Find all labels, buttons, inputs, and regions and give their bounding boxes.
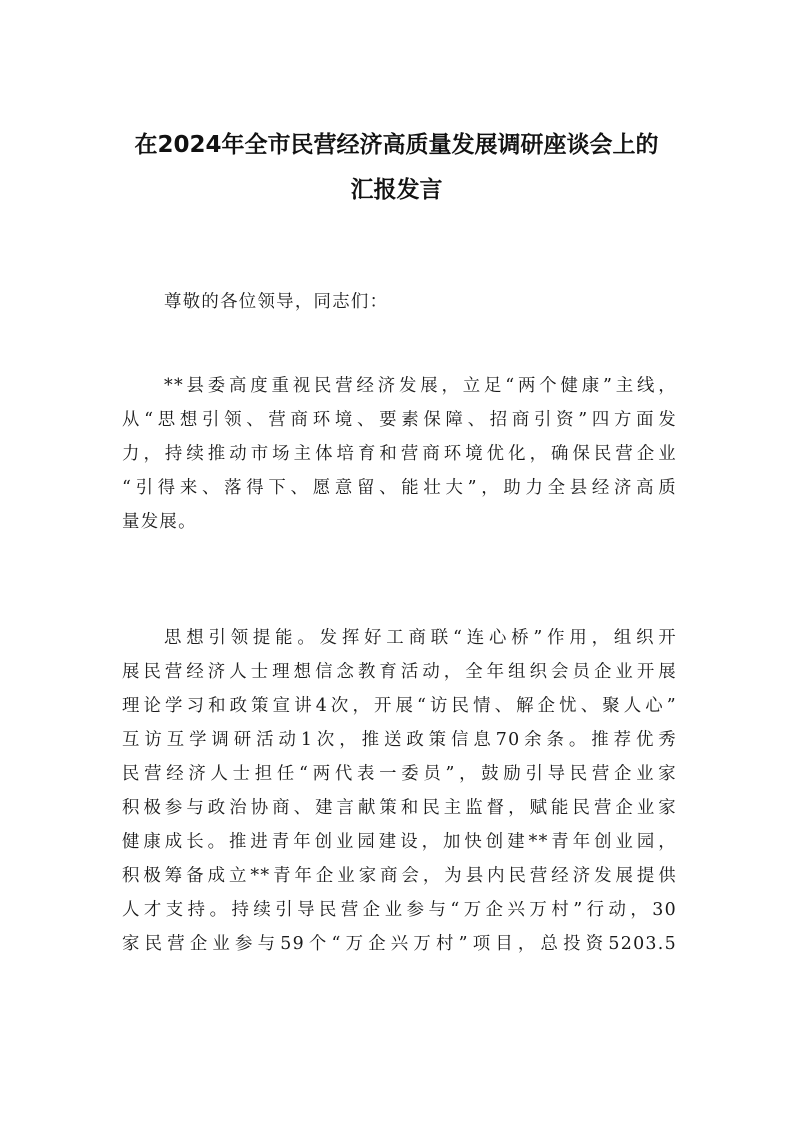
paragraph-line: 积极参与政治协商、建言献策和民主监督，赋能民营企业家 — [122, 798, 677, 818]
paragraph-line: 尊敬的各位领导，同志们： — [164, 292, 389, 312]
salutation-paragraph — [122, 285, 677, 319]
paragraph-line: 力，持续推动市场主体培育和营商环境优化，确保民营企业 — [122, 444, 677, 464]
paragraph-line: 互访互学调研活动1次，推送政策信息70余条。推荐优秀 — [122, 730, 677, 750]
document-title-line-2: 汇报发言 — [350, 177, 443, 203]
paragraph-line: 家民营企业参与59个“万企兴万村”项目，总投资5203.5 — [122, 934, 677, 954]
paragraph-line: 思想引领提能。发挥好工商联“连心桥”作用，组织开 — [164, 628, 677, 648]
paragraph-line: **县委高度重视民营经济发展，立足“两个健康”主线， — [164, 376, 677, 396]
paragraph-line: 民营经济人士担任“两代表一委员”，鼓励引导民营企业家 — [122, 764, 677, 784]
paragraph-line: 健康成长。推进青年创业园建设，加快创建**青年创业园， — [122, 832, 677, 852]
paragraph-line: 理论学习和政策宣讲4次，开展“访民情、解企忧、聚人心” — [122, 696, 677, 716]
paragraph-line: 积极筹备成立**青年企业家商会，为县内民营经济发展提供 — [122, 866, 677, 886]
paragraph-line: 展民营经济人士理想信念教育活动，全年组织会员企业开展 — [122, 662, 677, 682]
paragraph-line: 量发展。 — [122, 512, 197, 532]
paragraph-line: “引得来、落得下、愿意留、能壮大”，助力全县经济高质 — [122, 478, 677, 498]
paragraph-line: 从“思想引领、营商环境、要素保障、招商引资”四方面发 — [122, 410, 677, 430]
ideological-guidance-paragraph — [122, 621, 677, 961]
paragraph-line: 人才支持。持续引导民营企业参与“万企兴万村”行动，30 — [122, 900, 677, 920]
intro-paragraph — [122, 369, 677, 539]
document-title-line-1: 在2024年全市民营经济高质量发展调研座谈会上的 — [134, 132, 659, 158]
